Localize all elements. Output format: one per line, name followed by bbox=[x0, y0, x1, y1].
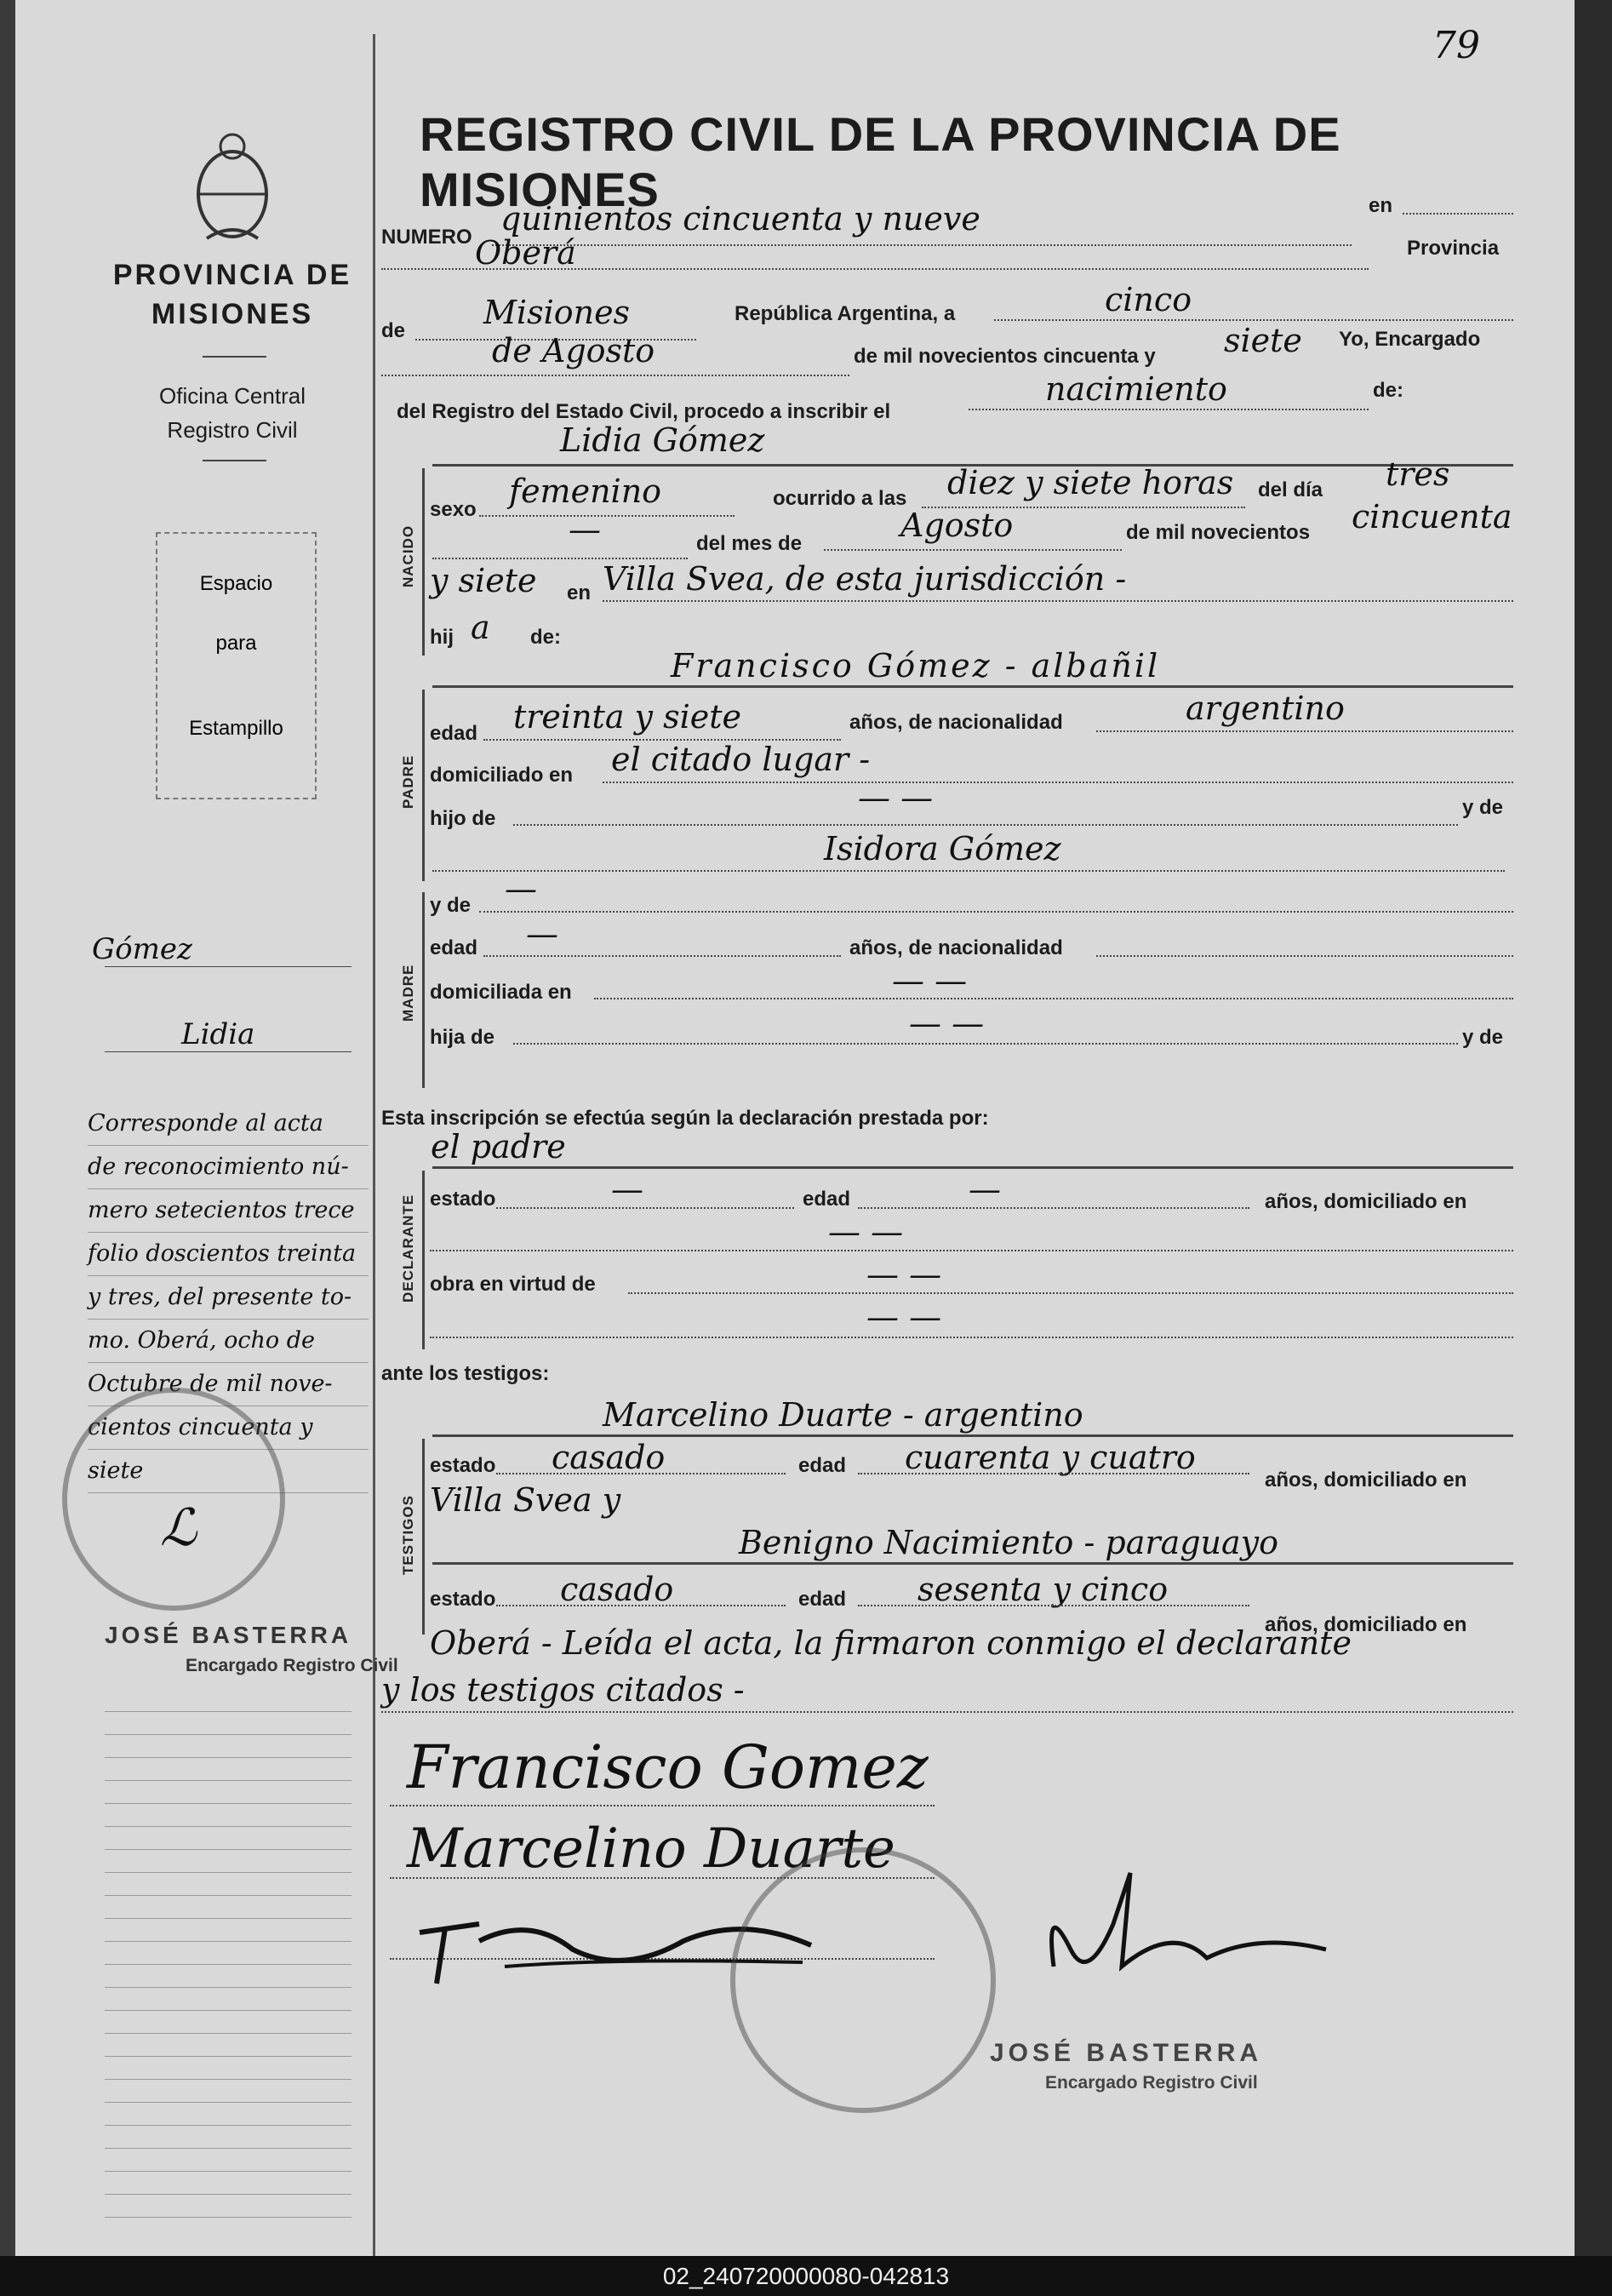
value-dash: — bbox=[526, 915, 558, 953]
caption-text: 02_240720000080-042813 bbox=[662, 2262, 950, 2289]
value-cierre1: Oberá - Leída el acta, la firmaron conmigo el declarante bbox=[430, 1624, 1352, 1662]
ruled-line bbox=[105, 1803, 352, 1804]
coat-of-arms-icon bbox=[186, 128, 279, 251]
field-line bbox=[381, 1711, 1513, 1713]
official-title-right: Encargado Registro Civil bbox=[1045, 2073, 1258, 2093]
ruled-line bbox=[105, 1849, 352, 1850]
label-anos-domiciliado3: años, domiciliado en bbox=[1265, 1613, 1467, 1636]
label-hijo-de: hijo de bbox=[430, 807, 496, 830]
name-line bbox=[432, 685, 1513, 688]
rule bbox=[105, 1051, 352, 1052]
section-testigos: TESTIGOS bbox=[400, 1495, 416, 1575]
divider bbox=[203, 460, 266, 461]
office-line1: Oficina Central bbox=[159, 383, 306, 409]
signature-mark: ℒ bbox=[160, 1498, 197, 1558]
field-line bbox=[430, 1337, 1513, 1338]
value-dash: — bbox=[611, 1171, 643, 1208]
value-testigo2-estado: casado bbox=[560, 1571, 674, 1608]
ruled-line bbox=[105, 2033, 352, 2034]
ruled-line bbox=[105, 2010, 352, 2011]
margin-note-line: mero setecientos trece bbox=[88, 1189, 369, 1233]
field-line bbox=[594, 998, 1513, 999]
label-sexo: sexo bbox=[430, 498, 477, 521]
label-anos-domiciliado: años, domiciliado en bbox=[1265, 1190, 1467, 1213]
value-padre-nombre: Francisco Gómez - albañil bbox=[671, 647, 1161, 684]
field-line bbox=[1403, 213, 1513, 215]
page-number: 79 bbox=[1432, 24, 1480, 67]
field-line bbox=[1096, 730, 1513, 732]
ruled-line bbox=[105, 1872, 352, 1873]
value-cierre2: y los testigos citados - bbox=[381, 1671, 745, 1709]
value-acto: nacimiento bbox=[1045, 370, 1227, 408]
field-line bbox=[496, 1473, 786, 1474]
value-padre-domicilio: el citado lugar - bbox=[611, 741, 871, 778]
label-yo-encargado: Yo, Encargado bbox=[1339, 328, 1481, 351]
label-hij: hij bbox=[430, 626, 454, 649]
label-republica: República Argentina, a bbox=[735, 302, 956, 325]
value-dash: — — bbox=[828, 1213, 904, 1251]
value-testigo1-dom: Villa Svea y bbox=[430, 1481, 621, 1519]
field-line bbox=[479, 515, 735, 517]
value-anio-nac2: y siete bbox=[430, 562, 537, 599]
ruled-line bbox=[105, 2125, 352, 2126]
section-bracket bbox=[422, 1439, 425, 1635]
ruled-line bbox=[105, 1987, 352, 1988]
section-bracket bbox=[422, 1171, 425, 1349]
value-dash: — bbox=[969, 1171, 1001, 1208]
value-testigo1-edad: cuarenta y cuatro bbox=[905, 1439, 1196, 1476]
value-nombre: Lidia Gómez bbox=[560, 421, 765, 459]
margin-note-line: folio doscientos treinta bbox=[88, 1233, 369, 1276]
ruled-line bbox=[105, 2217, 352, 2218]
field-line bbox=[496, 1207, 794, 1209]
label-en: en bbox=[1369, 194, 1393, 217]
value-mes: de Agosto bbox=[492, 332, 655, 369]
ruled-line bbox=[105, 1826, 352, 1827]
value-provincia: Misiones bbox=[483, 294, 631, 331]
label-mil-novecientos2: de mil novecientos bbox=[1126, 521, 1311, 544]
value-dash: — bbox=[569, 511, 601, 548]
value-dash: — — bbox=[866, 1298, 942, 1336]
value-testigo2: Benigno Nacimiento - paraguayo bbox=[739, 1524, 1279, 1561]
office-line2: Registro Civil bbox=[167, 417, 298, 443]
label-del-dia: del día bbox=[1258, 478, 1323, 501]
value-padre-edad: treinta y siete bbox=[513, 698, 742, 736]
field-line bbox=[628, 1292, 1513, 1294]
value-dash: — bbox=[505, 870, 537, 908]
province-line1: PROVINCIA DE bbox=[112, 259, 352, 291]
value-padre-nac: argentino bbox=[1186, 690, 1345, 727]
ruled-line bbox=[105, 2148, 352, 2149]
field-line bbox=[858, 1605, 1249, 1606]
form-title: REGISTRO CIVIL DE LA PROVINCIA DE MISIONES bbox=[420, 107, 1341, 216]
field-line bbox=[479, 911, 1513, 913]
label-estado2: estado bbox=[430, 1454, 496, 1477]
name-line bbox=[432, 1562, 1513, 1565]
section-padre: PADRE bbox=[400, 754, 416, 809]
field-line bbox=[858, 1207, 1249, 1209]
rule bbox=[105, 966, 352, 967]
field-line bbox=[603, 782, 1513, 783]
value-testigo2-edad: sesenta y cinco bbox=[917, 1571, 1169, 1608]
ruled-line bbox=[105, 1734, 352, 1735]
value-lugar: Oberá bbox=[475, 234, 576, 272]
label-edad2: edad bbox=[430, 936, 478, 959]
official-seal-right bbox=[730, 1847, 996, 2113]
province-line2: MISIONES bbox=[151, 298, 314, 330]
label-anos-nacionalidad: años, de nacionalidad bbox=[849, 711, 1063, 734]
ruled-line bbox=[105, 2079, 352, 2080]
label-provincia: Provincia bbox=[1407, 237, 1500, 260]
field-line bbox=[492, 244, 1352, 246]
margin-note-line: Octubre de mil nove- bbox=[88, 1363, 369, 1406]
value-dash: — — bbox=[909, 1005, 985, 1042]
field-line bbox=[824, 549, 1122, 551]
label-edad3: edad bbox=[803, 1188, 851, 1211]
ruled-line bbox=[105, 1895, 352, 1896]
label-mil-novecientos: de mil novecientos cincuenta y bbox=[854, 345, 1156, 368]
stamp-box-line1: Espacio bbox=[199, 572, 273, 595]
label-obra: obra en virtud de bbox=[430, 1273, 596, 1296]
province-heading bbox=[88, 255, 377, 334]
field-line bbox=[994, 319, 1513, 321]
section-madre: MADRE bbox=[400, 964, 416, 1022]
label-edad: edad bbox=[430, 722, 478, 745]
ruled-line bbox=[105, 2056, 352, 2057]
value-dia: cinco bbox=[1105, 281, 1192, 318]
value-testigo1: Marcelino Duarte - argentino bbox=[603, 1396, 1083, 1434]
stamp-space-box bbox=[156, 532, 317, 799]
margin-divider bbox=[373, 34, 375, 2256]
margin-note-line: de reconocimiento nú- bbox=[88, 1146, 369, 1189]
field-line bbox=[432, 558, 688, 559]
official-name-right: JOSÉ BASTERRA bbox=[990, 2039, 1263, 2067]
field-line bbox=[1096, 955, 1513, 957]
field-line bbox=[513, 824, 1458, 826]
field-line bbox=[513, 1043, 1458, 1045]
margin-given-name: Lidia bbox=[181, 1017, 255, 1051]
label-numero: NUMERO bbox=[381, 226, 472, 249]
value-anio-nac: cincuenta bbox=[1352, 498, 1512, 535]
field-line bbox=[603, 600, 1513, 602]
ruled-line bbox=[105, 1964, 352, 1965]
label-y-de: y de bbox=[1462, 796, 1504, 819]
name-line bbox=[432, 1166, 1513, 1169]
ruled-line bbox=[105, 1780, 352, 1781]
label-ocurrido: ocurrido a las bbox=[773, 487, 907, 510]
value-mes-nac: Agosto bbox=[900, 507, 1014, 544]
ruled-line bbox=[105, 2102, 352, 2103]
label-de3: de: bbox=[530, 626, 561, 649]
label-estado: estado bbox=[430, 1188, 496, 1211]
label-edad5: edad bbox=[798, 1588, 847, 1611]
value-numero: quinientos cincuenta y nueve bbox=[500, 200, 980, 238]
section-declarante: DECLARANTE bbox=[400, 1194, 416, 1303]
label-ante-testigos: ante los testigos: bbox=[381, 1362, 550, 1385]
label-anos-nacionalidad2: años, de nacionalidad bbox=[849, 936, 1063, 959]
label-domiciliado: domiciliado en bbox=[430, 764, 574, 787]
ruled-line bbox=[105, 1711, 352, 1712]
field-line bbox=[430, 1250, 1513, 1251]
divider bbox=[203, 356, 266, 358]
official-title: Encargado Registro Civil bbox=[186, 1656, 398, 1675]
label-de2: de: bbox=[1373, 379, 1403, 402]
signature-line bbox=[390, 1805, 935, 1806]
label-y-de2: y de bbox=[430, 894, 472, 917]
margin-note-line: Corresponde al acta bbox=[88, 1102, 369, 1146]
value-hij-suffix: a bbox=[471, 609, 490, 646]
stamp-box-line2: para bbox=[215, 632, 257, 655]
margin-surname: Gómez bbox=[92, 932, 192, 966]
field-line bbox=[381, 375, 849, 376]
label-del-mes: del mes de bbox=[696, 532, 803, 555]
book-binding bbox=[1575, 0, 1612, 2256]
ruled-line bbox=[105, 1941, 352, 1942]
ruled-line bbox=[105, 1757, 352, 1758]
stamp-box-line3: Estampillo bbox=[189, 717, 283, 740]
ruled-line bbox=[105, 1918, 352, 1919]
section-bracket bbox=[422, 690, 425, 881]
name-line bbox=[432, 1434, 1513, 1437]
label-domiciliada: domiciliada en bbox=[430, 981, 572, 1004]
value-dash: — — bbox=[892, 962, 968, 999]
label-y-de3: y de bbox=[1462, 1026, 1504, 1049]
section-bracket bbox=[422, 468, 425, 656]
value-lugar-nac: Villa Svea, de esta jurisdicción - bbox=[603, 560, 1127, 598]
value-anio: siete bbox=[1224, 322, 1302, 359]
section-nacido: NACIDO bbox=[400, 524, 416, 587]
label-estado3: estado bbox=[430, 1588, 496, 1611]
field-line bbox=[496, 1605, 786, 1606]
label-hija-de: hija de bbox=[430, 1026, 495, 1049]
field-line bbox=[432, 870, 1505, 872]
label-edad4: edad bbox=[798, 1454, 847, 1477]
value-testigo1-estado: casado bbox=[552, 1439, 666, 1476]
field-line bbox=[483, 955, 841, 957]
value-hora: diez y siete horas bbox=[947, 464, 1234, 501]
field-line bbox=[381, 268, 1369, 270]
ruled-line bbox=[105, 2194, 352, 2195]
image-caption bbox=[0, 2256, 1612, 2296]
value-dash: — — bbox=[858, 779, 934, 816]
value-sexo: femenino bbox=[509, 472, 662, 510]
official-name: JOSÉ BASTERRA bbox=[105, 1622, 352, 1648]
ruled-line bbox=[105, 2171, 352, 2172]
value-dash: — — bbox=[866, 1256, 942, 1293]
value-declarante: el padre bbox=[431, 1128, 566, 1165]
margin-note-line: y tres, del presente to- bbox=[88, 1276, 369, 1320]
section-bracket bbox=[422, 892, 425, 1088]
register-page bbox=[15, 0, 1586, 2256]
margin-note-line: mo. Oberá, ocho de bbox=[88, 1320, 369, 1363]
field-line bbox=[858, 1473, 1249, 1474]
value-abuela: Isidora Gómez bbox=[824, 830, 1061, 867]
value-dia-nac: tres bbox=[1386, 455, 1450, 493]
margin-note-line: siete bbox=[88, 1450, 369, 1493]
field-line bbox=[969, 409, 1369, 410]
label-anos-domiciliado2: años, domiciliado en bbox=[1265, 1469, 1467, 1492]
label-inscripcion: Esta inscripción se efectúa según la declaración prestada por: bbox=[381, 1107, 989, 1130]
label-en2: en bbox=[567, 581, 592, 604]
label-registro: del Registro del Estado Civil, procedo a inscribir el bbox=[397, 400, 891, 423]
signature-padre: Francisco Gomez bbox=[407, 1732, 929, 1802]
margin-note-line: cientos cincuenta y bbox=[88, 1406, 369, 1450]
official-signature bbox=[1037, 1847, 1343, 2022]
signature-testigo1: Marcelino Duarte bbox=[407, 1818, 895, 1881]
office-label bbox=[100, 379, 364, 447]
label-de: de bbox=[381, 319, 406, 342]
